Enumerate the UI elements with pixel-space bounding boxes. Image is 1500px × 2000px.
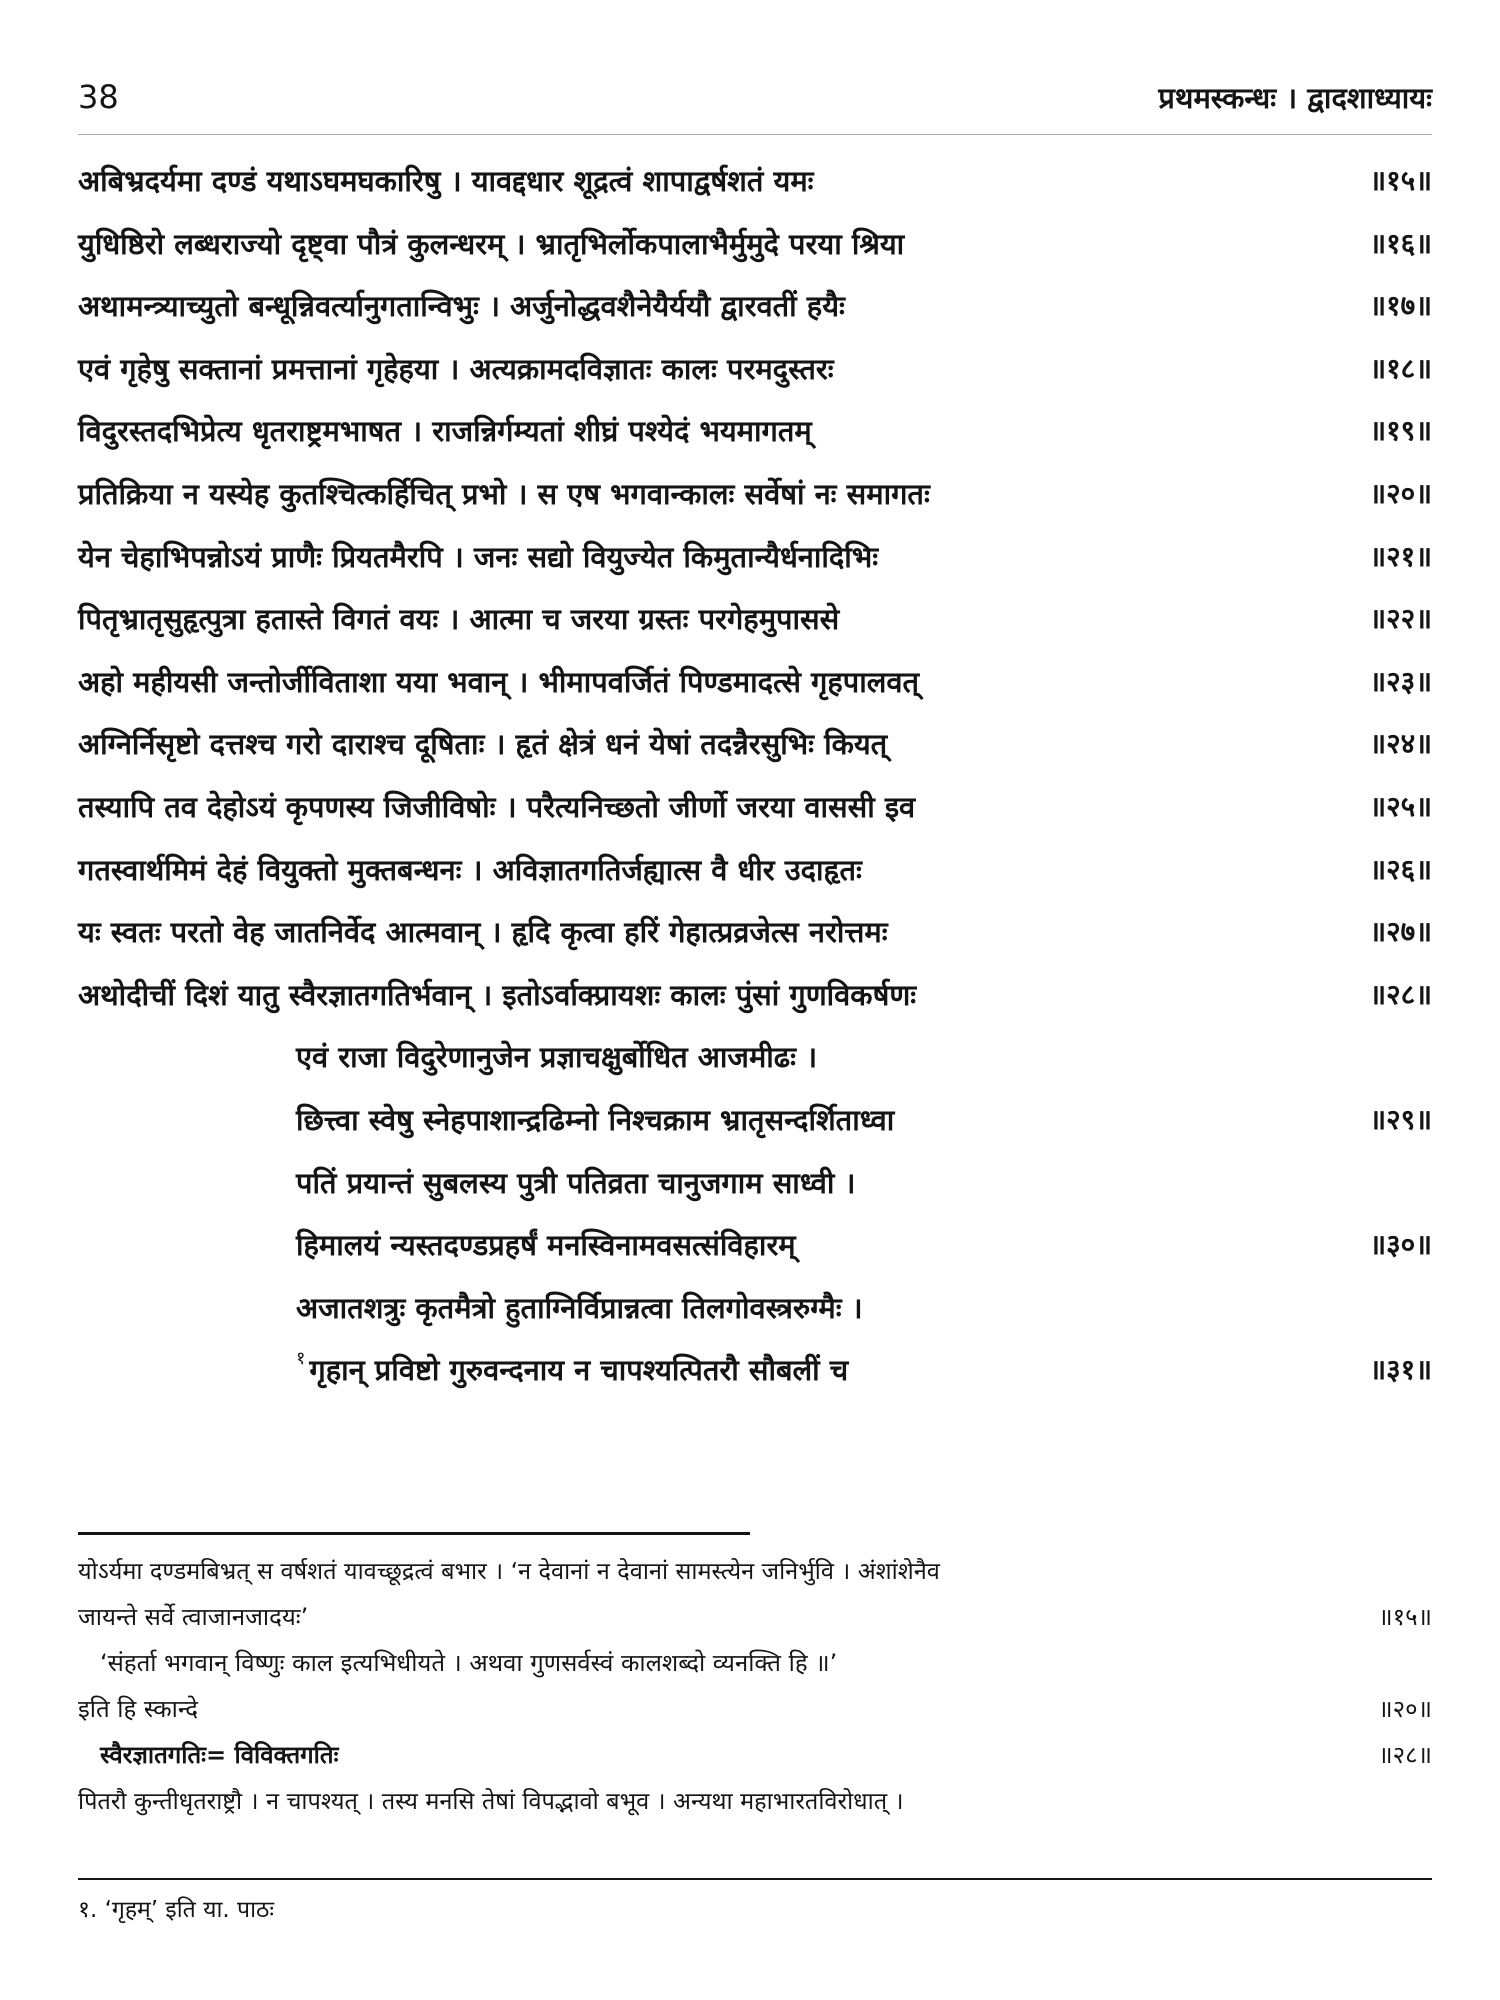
verse-number: ॥३०॥ — [1369, 1228, 1432, 1262]
commentary-verse-ref: ॥१५॥ — [1378, 1603, 1432, 1631]
verse-text: अजातशत्रुः कृतमैत्रो हुताग्निर्विप्रान्नत्वा तिलगोवस्त्ररुग्मैः । — [296, 1290, 863, 1325]
verse-16 — [78, 213, 1432, 276]
verse-number: ॥१६॥ — [1369, 226, 1432, 260]
verse-text: पतिं प्रयान्तं सुबलस्य पुत्री पतिव्रता चानुजगाम साध्वी । — [296, 1165, 856, 1200]
header-rule — [78, 134, 1432, 135]
verse-22 — [78, 588, 1432, 651]
verse-number: ॥२३॥ — [1369, 664, 1432, 698]
commentary-rule — [78, 1532, 750, 1535]
footnote-rule — [78, 1878, 1432, 1880]
verse-27 — [78, 901, 1432, 964]
footnote-marker: १ — [296, 1348, 306, 1370]
commentary-verse-ref: ॥२८॥ — [1378, 1741, 1432, 1769]
commentary-text: योऽर्यमा दण्डमबिभ्रत् स वर्षशतं यावच्छूद्रत्वं बभार । ‘न देवानां न देवानां सामस्त्येन जनिर्भुवि । अंशांशेनैव — [78, 1557, 940, 1585]
commentary-line — [78, 1686, 1432, 1732]
verse-20 — [78, 463, 1432, 526]
verse-text: युधिष्ठिरो लब्धराज्यो दृष्ट्वा पौत्रं कुलन्धरम् । भ्रातृभिर्लोकपालाभैर्मुमुदे परया श्रिया — [78, 226, 905, 261]
commentary-verse-ref: ॥२०॥ — [1378, 1695, 1432, 1723]
verse-text: गतस्वार्थमिमं देहं वियुक्तो मुक्तबन्धनः । अविज्ञातगतिर्जह्यात्स वै धीर उदाहृतः — [78, 852, 862, 887]
verse-text: छित्त्वा स्वेषु स्नेहपाशान्द्रढिम्नो निश्चक्राम भ्रातृसन्दर्शिताध्वा — [296, 1102, 895, 1137]
verse-number: ॥२९॥ — [1369, 1102, 1432, 1136]
verse-text: अहो महीयसी जन्तोर्जीविताशा यया भवान् । भीमापवर्जितं पिण्डमादत्से गृहपालवत् — [78, 664, 920, 699]
verse-29-line-1 — [78, 1026, 1432, 1089]
commentary-text: ‘संहर्ता भगवान् विष्णुः काल इत्यभिधीयते । अथवा गुणसर्वस्वं कालशब्दो व्यनक्ति हि ॥’ — [100, 1649, 838, 1677]
verse-number: ॥१५॥ — [1369, 164, 1432, 197]
verse-text: पितृभ्रातृसुहृत्पुत्रा हतास्ते विगतं वयः । आत्मा च जरया ग्रस्तः परगेहमुपाससे — [78, 602, 840, 637]
commentary-line — [78, 1548, 1432, 1594]
verse-number: ॥१८॥ — [1369, 351, 1432, 385]
verse-number: ॥२४॥ — [1369, 727, 1432, 761]
page-number: 38 — [78, 78, 119, 116]
commentary-text: पितरौ कुन्तीधृतराष्ट्रौ । न चापश्यत् । तस्य मनसि तेषां विपद्भावो बभूव । अन्यथा महाभारतविरोधात् । — [78, 1787, 904, 1815]
verse-text: हिमालयं न्यस्तदण्डप्रहर्षं मनस्विनामवसत्संविहारम् — [296, 1228, 796, 1263]
commentary-line — [78, 1778, 1432, 1824]
verse-19 — [78, 400, 1432, 463]
verse-number: ॥१७॥ — [1369, 289, 1432, 323]
commentary-line — [78, 1732, 1432, 1778]
verse-text: अथामन्त्र्याच्युतो बन्धून्निवर्त्यानुगतान्विभुः । अर्जुनोद्धवशैनेयैर्ययौ द्वारवतीं हयैः — [78, 289, 845, 324]
footnote: १. ‘गृहम्’ इति या. पाठः — [78, 1897, 275, 1923]
verse-text: एवं राजा विदुरेणानुजेन प्रज्ञाचक्षुर्बोधित आजमीढः । — [296, 1040, 818, 1075]
verse-number: ॥३१॥ — [1369, 1353, 1432, 1387]
commentary-line — [78, 1594, 1432, 1640]
verse-number: ॥२५॥ — [1369, 789, 1432, 823]
commentary-text: जायन्ते सर्वे त्वाजानजादयः’ — [78, 1603, 309, 1631]
verse-text: येन चेहाभिपन्नोऽयं प्राणैः प्रियतमैरपि । जनः सद्यो वियुज्येत किमुतान्यैर्धनादिभिः — [78, 539, 879, 574]
verse-number: ॥१९॥ — [1369, 414, 1432, 448]
verse-26 — [78, 839, 1432, 902]
verse-21 — [78, 526, 1432, 589]
verse-text: अग्निर्निसृष्टो दत्तश्च गरो दाराश्च दूषिताः । हृतं क्षेत्रं धनं येषां तदन्नैरसुभिः कियत् — [78, 727, 888, 762]
verse-number: ॥२८॥ — [1369, 977, 1432, 1011]
verse-number: ॥२०॥ — [1369, 476, 1432, 510]
commentary-text: इति हि स्कान्दे — [78, 1695, 199, 1723]
verse-18 — [78, 338, 1432, 401]
verse-30-line-1 — [78, 1152, 1432, 1215]
verse-25 — [78, 776, 1432, 839]
verse-text: तस्यापि तव देहोऽयं कृपणस्य जिजीविषोः । परैत्यनिच्छतो जीर्णो जरया वाससी इव — [78, 789, 916, 824]
verse-text-with-mark — [296, 1339, 848, 1402]
running-head: प्रथमस्कन्धः । द्वादशाध्यायः — [1158, 81, 1432, 115]
commentary-block — [78, 1548, 1432, 1824]
verse-29-line-2 — [78, 1089, 1432, 1152]
verse-28 — [78, 964, 1432, 1027]
verse-17 — [78, 275, 1432, 338]
verse-text: गृहान् प्रविष्टो गुरुवन्दनाय न चापश्यत्पितरौ सौबलीं च — [309, 1353, 849, 1388]
verse-24 — [78, 713, 1432, 776]
page-header — [78, 72, 1432, 128]
verse-text: अबिभ्रदर्यमा दण्डं यथाऽघमघकारिषु । यावद्दधार शूद्रत्वं शापाद्वर्षशतं यमः — [78, 164, 814, 198]
verse-text: प्रतिक्रिया न यस्येह कुतश्चित्कर्हिचित् प्रभो । स एष भगवान्कालः सर्वेषां नः समागतः — [78, 476, 930, 511]
verse-text: एवं गृहेषु सक्तानां प्रमत्तानां गृहेहया । अत्यक्रामदविज्ञातः कालः परमदुस्तरः — [78, 351, 834, 386]
verse-31-line-1 — [78, 1277, 1432, 1340]
verse-block — [78, 150, 1432, 1402]
verse-text: विदुरस्तदभिप्रेत्य धृतराष्ट्रमभाषत । राजन्निर्गम्यतां शीघ्रं पश्येदं भयमागतम् — [78, 414, 812, 449]
verse-text: अथोदीचीं दिशं यातु स्वैरज्ञातगतिर्भवान् । इतोऽर्वाक्प्रायशः कालः पुंसां गुणविकर्षणः — [78, 977, 917, 1012]
verse-30-line-2 — [78, 1214, 1432, 1277]
verse-text: यः स्वतः परतो वेह जातनिर्वेद आत्मवान् । हृदि कृत्वा हरिं गेहात्प्रव्रजेत्स नरोत्तमः — [78, 915, 888, 950]
verse-number: ॥२७॥ — [1369, 915, 1432, 949]
verse-15 — [78, 150, 1432, 213]
verse-31-line-2 — [78, 1339, 1432, 1402]
verse-23 — [78, 651, 1432, 714]
commentary-line — [78, 1640, 1432, 1686]
verse-number: ॥२२॥ — [1369, 602, 1432, 636]
commentary-text: स्वैरज्ञातगतिः= विविक्तगतिः — [100, 1741, 339, 1769]
verse-number: ॥२१॥ — [1369, 539, 1432, 573]
verse-number: ॥२६॥ — [1369, 852, 1432, 886]
